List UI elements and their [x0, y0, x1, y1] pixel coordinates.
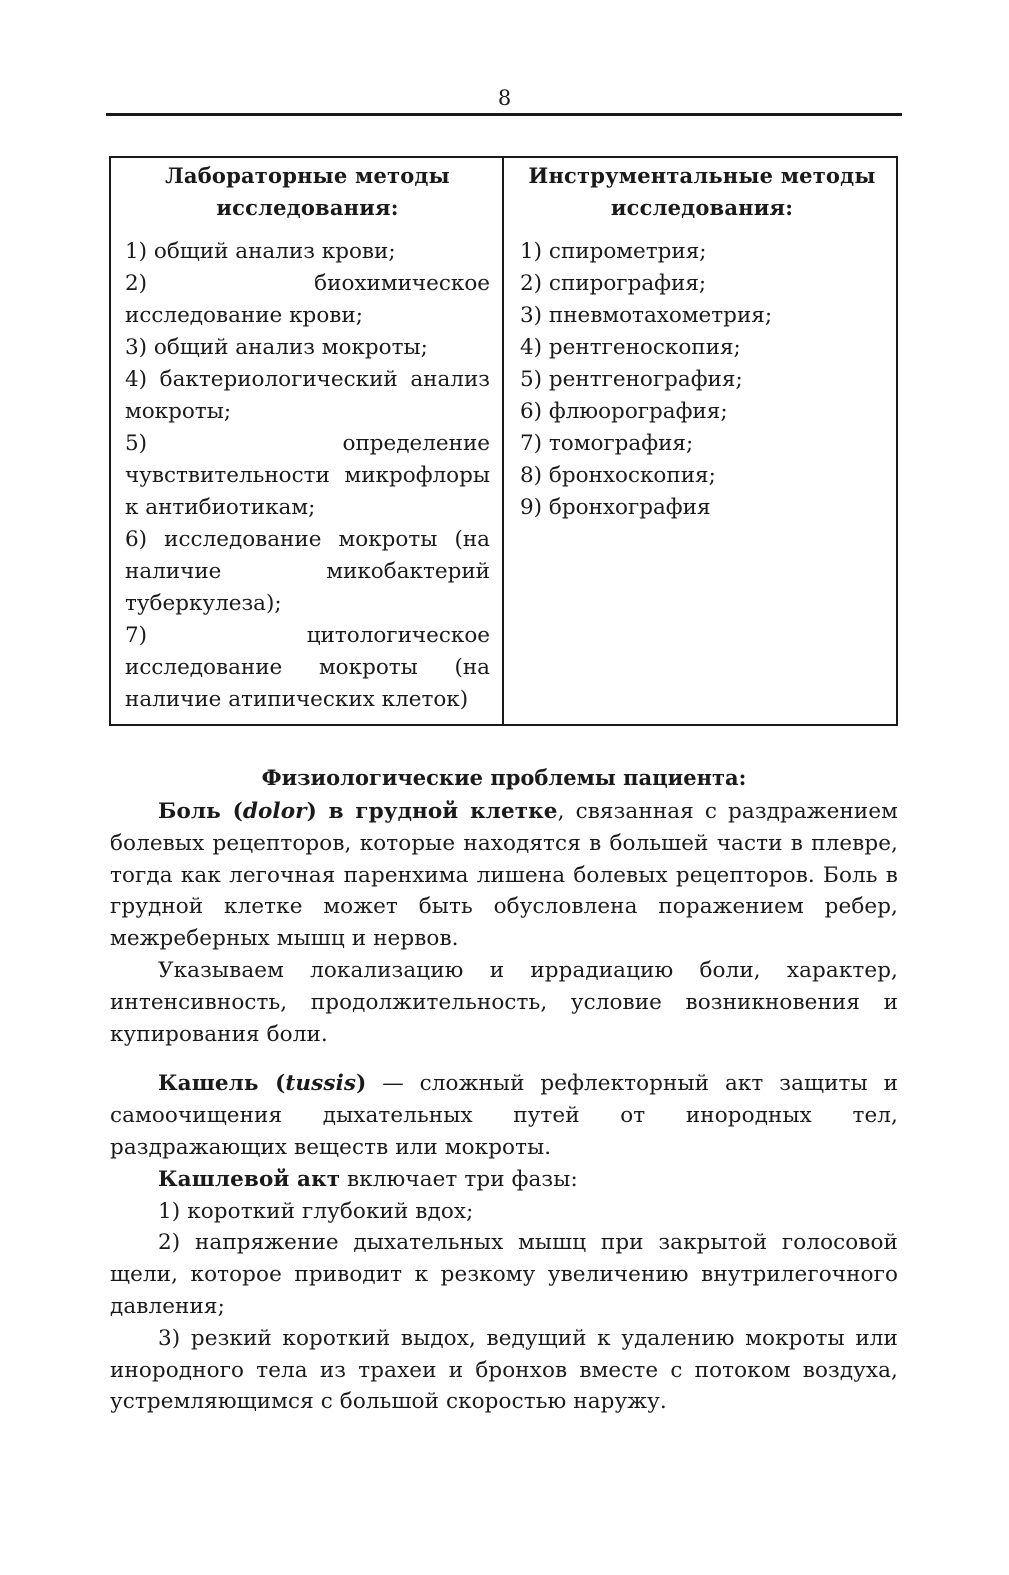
- instrumental-methods-header: Инструментальные методы исследования:: [528, 163, 876, 220]
- lab-methods-header: Лабораторные методы исследования:: [165, 163, 450, 220]
- cough-term: Кашель (tussis): [158, 1071, 367, 1097]
- cough-paragraph: Кашель (tussis) — сложный рефлекторный акт защиты и самоочищения дыхательных путей от инородных тел, раздражающих веществ или мокроты.: [110, 1071, 899, 1160]
- lab-methods-column: [111, 158, 504, 724]
- instrumental-methods-list: [520, 236, 884, 524]
- list-item: 7) томография;: [520, 431, 694, 456]
- list-item: 1) спирометрия;: [520, 239, 707, 264]
- list-item: 9) бронхография: [520, 495, 711, 520]
- list-item: 3) общий анализ мокроты;: [125, 335, 428, 360]
- list-item: 4) бактериологический анализ мокроты;: [125, 367, 490, 424]
- list-item: 4) рентгеноскопия;: [520, 335, 741, 360]
- body-text: [110, 762, 898, 1418]
- page-number: 8: [497, 86, 512, 110]
- list-item: 6) исследование мокроты (на наличие микобактерий туберкулеза);: [125, 527, 490, 616]
- pain-note-paragraph: Указываем локализацию и иррадиацию боли, характер, интенсивность, продолжительность, условие возникновения и купирования боли.: [110, 957, 898, 1047]
- list-item: 2) биохимическое исследование крови;: [125, 271, 490, 328]
- pain-term: Боль (dolor) в грудной клетке: [158, 799, 558, 824]
- instrumental-methods-column: [504, 158, 896, 724]
- cough-act-term: Кашлевой акт: [158, 1166, 341, 1192]
- methods-table: [109, 156, 898, 726]
- list-item: 2) спирография;: [520, 271, 707, 296]
- list-item: 6) флюорография;: [520, 399, 728, 424]
- section-title: Физиологические проблемы пациента:: [261, 765, 747, 790]
- header-rule: [106, 113, 902, 116]
- list-item: 7) цитологическое исследование мокроты (на наличие атипических клеток): [125, 623, 490, 712]
- cough-act-paragraph: Кашлевой акт включает три фазы:: [158, 1166, 578, 1192]
- list-item: 3) пневмотахометрия;: [520, 303, 773, 328]
- phase-item: 3) резкий короткий выдох, ведущий к удалению мокроты или инородного тела из трахеи и бронхов вместе с потоком воздуха, устремляющимся с большой скоростью наружу.: [110, 1325, 898, 1415]
- list-item: 1) общий анализ крови;: [125, 239, 396, 264]
- list-item: 5) рентгенография;: [520, 367, 743, 392]
- lab-methods-list: [125, 236, 490, 716]
- phase-item: 2) напряжение дыхательных мышц при закрытой голосовой щели, которое приводит к резкому увеличению внутрилегочного давления;: [110, 1230, 898, 1319]
- phase-item: 1) короткий глубокий вдох;: [158, 1198, 474, 1224]
- list-item: 5) определение чувствительности микрофлоры к антибиотикам;: [125, 431, 490, 520]
- pain-paragraph: Боль (dolor) в грудной клетке, связанная с раздражением болевых рецепторов, которые находятся в большей части в плевре, тогда как легочная паренхима лишена болевых рецепторов. Боль в грудной клетке может быть обусловлена поражением ребер, межреберных мышц и нервов.: [110, 799, 898, 952]
- list-item: 8) бронхоскопия;: [520, 463, 716, 488]
